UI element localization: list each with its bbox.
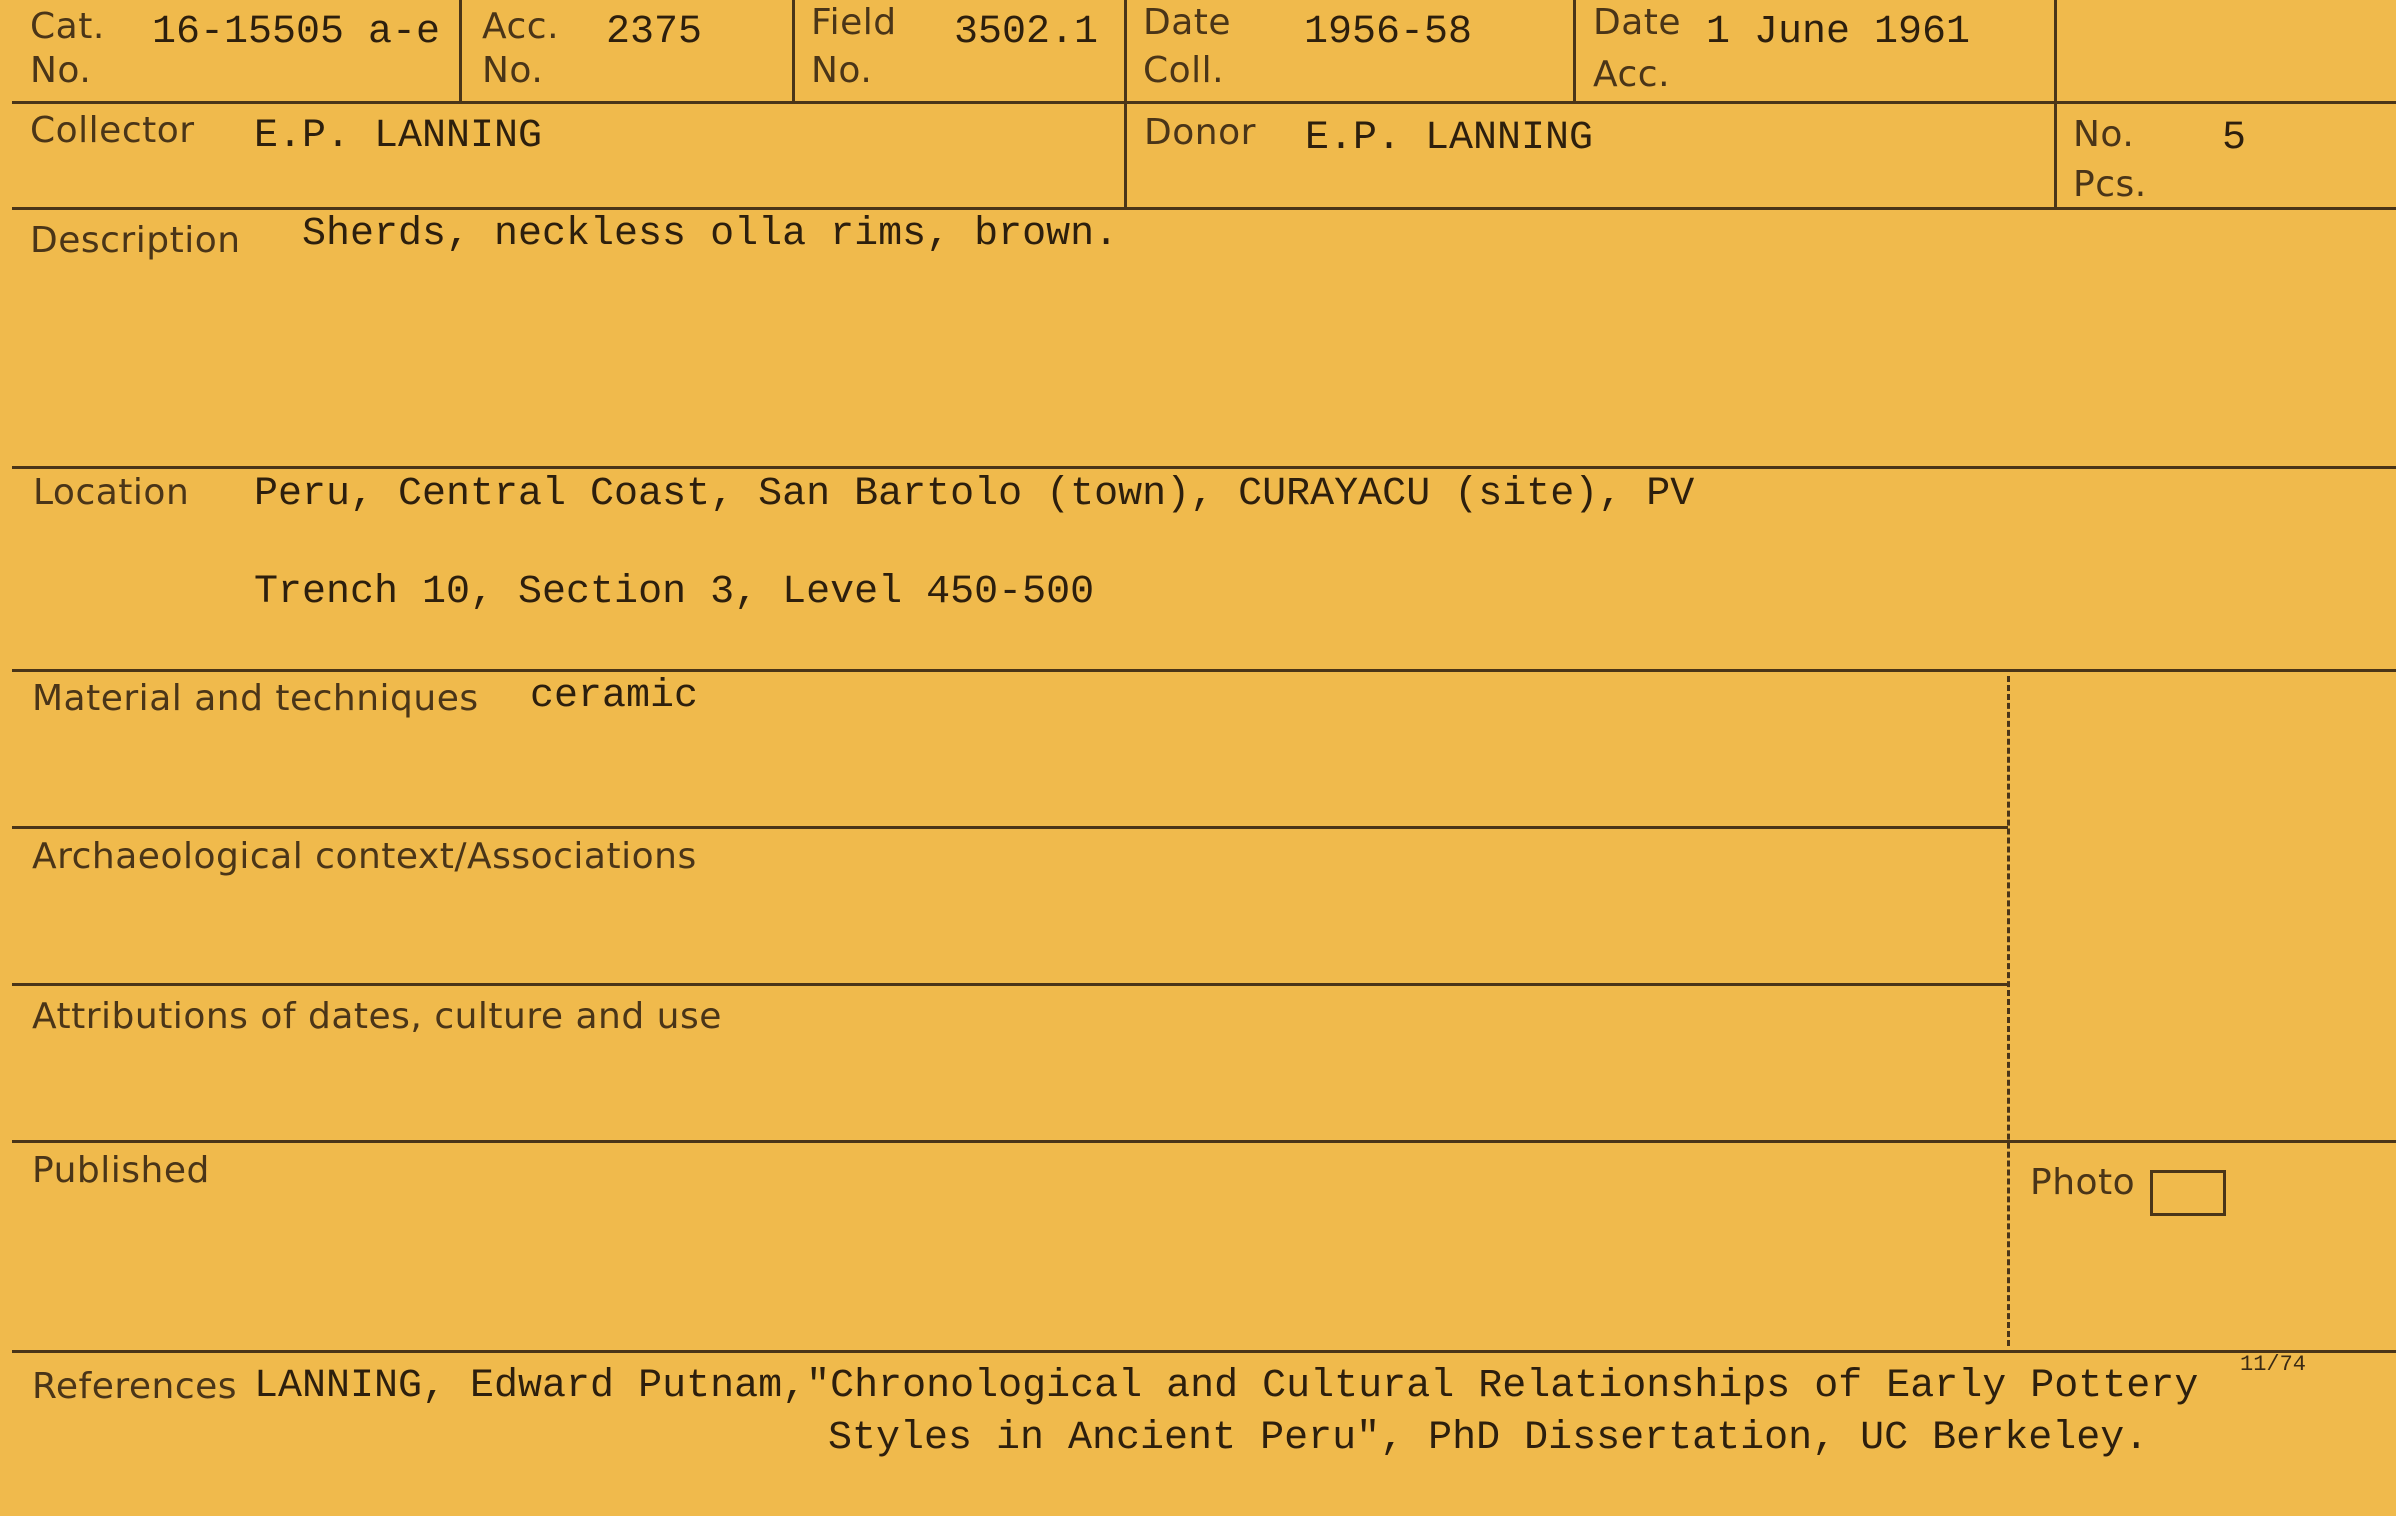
divider — [12, 466, 2396, 469]
pcs-label: No. — [2073, 114, 2135, 155]
cat-label-no: No. — [30, 50, 92, 91]
date-coll-value: 1956-58 — [1304, 10, 1473, 55]
cat-number: 16-15505 a-e — [152, 10, 441, 55]
field-label-no: No. — [811, 50, 873, 91]
location-line-1: Peru, Central Coast, San Bartolo (town), CURAYACU (site), PV — [254, 472, 1695, 517]
date-coll-label-2: Coll. — [1143, 50, 1225, 91]
date-acc-label-2: Acc. — [1593, 54, 1671, 95]
donor-label: Donor — [1144, 112, 1256, 153]
references-date-note: 11/74 — [2240, 1352, 2307, 1377]
cat-label: Cat. — [30, 6, 105, 47]
location-line-2: Trench 10, Section 3, Level 450-500 — [254, 570, 1095, 615]
field-number: 3502.1 — [954, 10, 1099, 55]
photo-checkbox[interactable] — [2150, 1170, 2226, 1216]
divider — [459, 0, 462, 101]
material-value: ceramic — [530, 674, 699, 719]
divider — [12, 1140, 2396, 1143]
description-value: Sherds, neckless olla rims, brown. — [302, 212, 1119, 257]
collector-value: E.P. LANNING — [254, 114, 543, 159]
photo-label: Photo — [2030, 1162, 2136, 1203]
dashed-divider — [2007, 676, 2010, 1346]
acc-label: Acc. — [482, 6, 560, 47]
divider — [12, 669, 2396, 672]
context-label: Archaeological context/Associations — [32, 836, 697, 877]
references-line-2: Styles in Ancient Peru", PhD Dissertation, UC Berkeley. — [828, 1416, 2149, 1461]
date-acc-value: 1 June 1961 — [1706, 10, 1971, 55]
location-label: Location — [33, 472, 190, 513]
field-label: Field — [811, 2, 897, 43]
divider — [12, 1350, 2396, 1353]
attributions-label: Attributions of dates, culture and use — [32, 996, 722, 1037]
collector-label: Collector — [30, 110, 195, 151]
divider — [1573, 0, 1576, 101]
divider — [12, 101, 2396, 104]
description-label: Description — [30, 220, 241, 261]
references-label: References — [32, 1366, 238, 1407]
donor-value: E.P. LANNING — [1305, 116, 1594, 161]
divider — [792, 0, 795, 101]
acc-number: 2375 — [606, 10, 703, 55]
divider — [2054, 0, 2057, 207]
divider — [1124, 0, 1127, 207]
divider — [12, 983, 2008, 986]
pcs-label-2: Pcs. — [2073, 164, 2147, 205]
material-label: Material and techniques — [32, 678, 479, 719]
references-line-1: LANNING, Edward Putnam,"Chronological and Cultural Relationships of Early Pottery — [254, 1364, 2199, 1409]
published-label: Published — [32, 1150, 210, 1191]
pcs-value: 5 — [2222, 116, 2247, 161]
date-coll-label: Date — [1143, 2, 1232, 43]
divider — [12, 826, 2008, 829]
acc-label-no: No. — [482, 50, 544, 91]
divider — [12, 207, 2396, 210]
date-acc-label: Date — [1593, 2, 1682, 43]
